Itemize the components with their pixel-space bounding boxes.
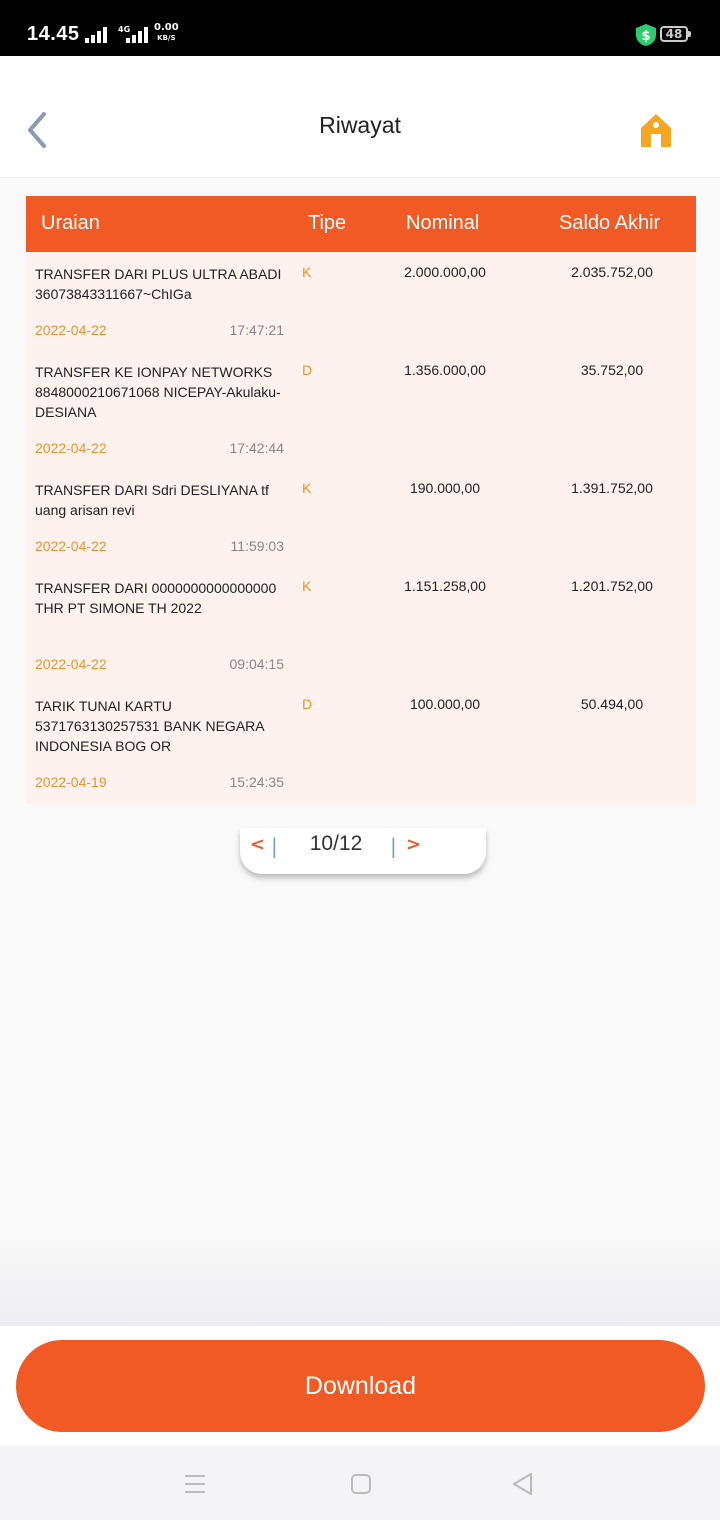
svg-text:$: $ — [641, 29, 651, 44]
shield-dollar-icon — [636, 24, 656, 46]
transaction-date: 2022-04-22 — [35, 440, 107, 456]
transaction-description: TARIK TUNAI KARTU 5371763130257531 BANK NEGARA INDONESIA BOG OR — [35, 698, 264, 754]
network-speed — [154, 23, 179, 43]
table-row[interactable] — [26, 566, 696, 684]
transaction-description: TRANSFER KE IONPAY NETWORKS 8848000210671068 NICEPAY-Akulaku-DESIANA — [35, 364, 281, 420]
transaction-type: D — [302, 362, 313, 378]
speed-unit: KB/S — [157, 34, 176, 42]
transaction-time: 17:42:44 — [229, 440, 284, 456]
transaction-type: K — [302, 264, 312, 280]
transaction-table — [26, 196, 696, 804]
menu-icon[interactable] — [183, 1474, 207, 1494]
home-square-icon[interactable] — [350, 1473, 372, 1495]
system-nav-bar — [0, 1446, 720, 1520]
transaction-nominal: 1.151.258,00 — [404, 578, 486, 594]
transaction-description: TRANSFER DARI 0000000000000000 THR PT SIMONE TH 2022 — [35, 580, 277, 616]
transaction-description: TRANSFER DARI Sdri DESLIYANA tf uang arisan revi — [35, 482, 269, 518]
transaction-time: 11:59:03 — [230, 538, 284, 554]
speed-value: 0.00 — [154, 22, 179, 33]
transaction-nominal: 190.000,00 — [409, 480, 481, 496]
transaction-nominal: 100.000,00 — [409, 696, 481, 712]
transaction-saldo: 1.201.752,00 — [571, 578, 653, 594]
column-header-saldo-akhir: Saldo Akhir — [559, 212, 661, 234]
transaction-date: 2022-04-22 — [35, 538, 107, 554]
battery-indicator: 48 — [660, 26, 688, 42]
transaction-time: 17:47:21 — [229, 322, 284, 338]
transaction-saldo: 1.391.752,00 — [571, 480, 653, 496]
transaction-date: 2022-04-19 — [35, 774, 107, 790]
column-header-uraian: Uraian — [41, 212, 100, 234]
app-header — [0, 56, 720, 178]
table-row[interactable] — [26, 684, 696, 804]
transaction-nominal: 1.356.000,00 — [404, 362, 486, 378]
transaction-saldo: 35.752,00 — [580, 362, 644, 378]
pagination-separator: | — [271, 834, 278, 858]
transaction-nominal: 2.000.000,00 — [404, 264, 486, 280]
network-type-label: 4G — [118, 25, 131, 34]
pagination-separator: | — [390, 834, 397, 858]
column-header-nominal: Nominal — [406, 212, 480, 234]
page-title: Riwayat — [319, 112, 401, 138]
download-area — [0, 1326, 720, 1446]
signal-icon — [126, 27, 150, 43]
page-indicator: 10/12 — [309, 832, 363, 855]
transaction-date: 2022-04-22 — [35, 656, 107, 672]
transaction-date: 2022-04-22 — [35, 322, 107, 338]
back-triangle-icon[interactable] — [511, 1472, 535, 1496]
table-header — [26, 196, 696, 252]
signal-icon — [85, 27, 109, 43]
table-row[interactable] — [26, 252, 696, 350]
home-icon — [636, 110, 676, 150]
transaction-description: TRANSFER DARI PLUS ULTRA ABADI 36073843311667~ChIGa — [35, 266, 282, 302]
transaction-saldo: 50.494,00 — [580, 696, 644, 712]
transaction-time: 15:24:35 — [229, 774, 284, 790]
next-page-button[interactable]: > — [406, 834, 422, 855]
status-bar — [0, 0, 720, 56]
transaction-time: 09:04:15 — [229, 656, 284, 672]
pagination — [240, 828, 486, 874]
transaction-type: D — [302, 696, 313, 712]
transaction-type: K — [302, 578, 312, 594]
transaction-saldo: 2.035.752,00 — [571, 264, 653, 280]
bottom-fade — [0, 1236, 720, 1326]
table-row[interactable] — [26, 468, 696, 566]
download-button[interactable]: Download — [16, 1340, 705, 1432]
previous-page-button[interactable]: < — [250, 834, 266, 855]
home-button[interactable] — [636, 110, 676, 150]
status-time: 14.45 — [27, 23, 80, 45]
transaction-type: K — [302, 480, 312, 496]
column-header-tipe: Tipe — [308, 212, 347, 234]
table-row[interactable] — [26, 350, 696, 468]
